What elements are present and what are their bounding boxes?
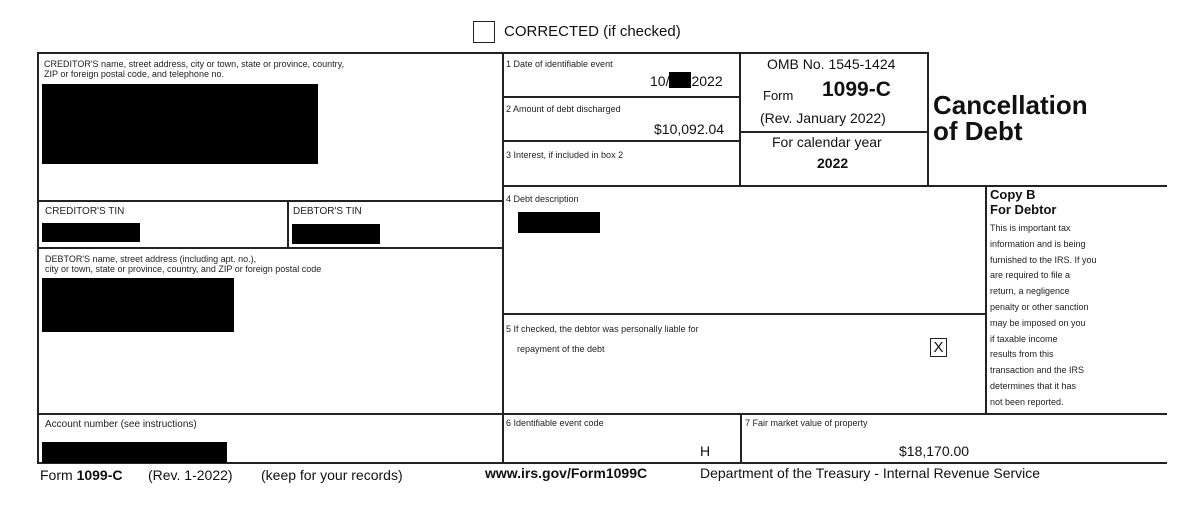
account-redaction <box>42 442 227 463</box>
omb-form-word: Form <box>763 88 794 103</box>
box1-value-suffix: 2022 <box>691 73 723 89</box>
box7-value: $18,170.00 <box>899 443 970 459</box>
form-left-border <box>37 52 39 463</box>
copy-notice <box>990 221 1150 411</box>
copy-notice-line: return, a negligence <box>990 286 1070 297</box>
copy-notice-line: if taxable income <box>990 333 1058 344</box>
debtor-tin-redaction <box>292 224 380 244</box>
copy-notice-line: transaction and the IRS <box>990 365 1085 376</box>
box2-bottom <box>502 140 739 142</box>
box1-day-redaction <box>669 72 691 88</box>
calendar-year-label: For calendar year <box>772 134 882 150</box>
copy-notice-line: results from this <box>990 349 1054 360</box>
box5-checkbox[interactable] <box>930 338 947 357</box>
box6-divider <box>740 413 742 463</box>
account-label: Account number (see instructions) <box>45 419 197 430</box>
creditor-redaction <box>42 84 318 164</box>
corrected-label: CORRECTED (if checked) <box>504 23 681 40</box>
corrected-checkbox[interactable] <box>473 21 495 43</box>
form-title-line1: Cancellation <box>933 90 1088 120</box>
box2-value: $10,092.04 <box>654 121 725 137</box>
creditor-tin-label: CREDITOR'S TIN <box>45 206 125 217</box>
omb-number: OMB No. 1545-1424 <box>767 56 896 72</box>
box1-label: 1 Date of identifiable event <box>506 59 613 69</box>
omb-mid-divider <box>739 131 927 133</box>
tin-divider <box>287 200 289 247</box>
box7-label: 7 Fair market value of property <box>745 418 868 428</box>
omb-revision: (Rev. January 2022) <box>760 110 886 126</box>
creditor-tin-redaction <box>42 223 140 242</box>
box5-label-line2: repayment of the debt <box>517 344 605 354</box>
footer-form-number: 1099-C <box>76 467 123 483</box>
footer-keep: (keep for your records) <box>261 467 403 483</box>
copy-notice-line: This is important tax <box>990 223 1071 233</box>
debtor-label-line1: DEBTOR'S name, street address (including apt. no.), <box>45 254 257 264</box>
box5-check-mark: X <box>933 339 944 356</box>
omb-right-divider <box>927 52 929 185</box>
box4-bottom <box>502 313 985 315</box>
calendar-year-value: 2022 <box>817 155 849 171</box>
box2-label: 2 Amount of debt discharged <box>506 104 621 114</box>
footer-url[interactable]: www.irs.gov/Form1099C <box>485 465 648 481</box>
footer-form <box>40 467 122 483</box>
footer-revision: (Rev. 1-2022) <box>148 467 233 483</box>
copy-notice-line: information and is being <box>990 238 1086 249</box>
box4-label: 4 Debt description <box>506 194 579 204</box>
form-top-border <box>37 52 927 54</box>
debtor-label-line2: city or town, state or province, country, and ZIP or foreign postal code <box>45 264 322 274</box>
box6-value: H <box>700 443 711 459</box>
box3-label: 3 Interest, if included in box 2 <box>506 150 624 160</box>
copy-notice-line: not been reported. <box>990 396 1064 407</box>
box6-label: 6 Identifiable event code <box>506 418 604 428</box>
copy-subtitle: For Debtor <box>990 202 1057 217</box>
copy-title: Copy B <box>990 187 1036 202</box>
center-divider <box>502 52 504 463</box>
copy-notice-line: furnished to the IRS. If you <box>990 254 1097 265</box>
copy-left-divider <box>985 185 987 413</box>
debtor-redaction <box>42 278 234 332</box>
footer-department: Department of the Treasury - Internal Revenue Service <box>700 465 1041 481</box>
creditor-label-line2: ZIP or foreign postal code, and telephone no. <box>44 69 224 79</box>
omb-form-number: 1099-C <box>822 78 891 101</box>
creditor-label-line1: CREDITOR'S name, street address, city or town, state or province, country, <box>44 59 344 69</box>
omb-left-divider <box>739 52 741 185</box>
box1-value <box>650 72 723 89</box>
form-title-line2: of Debt <box>933 116 1023 146</box>
row-divider-1 <box>37 200 502 202</box>
copy-notice-line: determines that it has <box>990 380 1077 391</box>
box3-bottom <box>502 185 1167 187</box>
copy-notice-line: may be imposed on you <box>990 317 1086 328</box>
debtor-tin-label: DEBTOR'S TIN <box>293 206 362 217</box>
row-divider-2 <box>37 247 502 249</box>
row-divider-3 <box>37 413 1167 415</box>
box1-value-prefix: 10/ <box>650 73 670 89</box>
box4-redaction <box>518 212 600 233</box>
footer-form-label: Form <box>40 467 73 483</box>
copy-notice-line: penalty or other sanction <box>990 301 1089 312</box>
copy-notice-line: are required to file a <box>990 270 1071 281</box>
box1-bottom <box>502 96 739 98</box>
box5-label-line1: 5 If checked, the debtor was personally liable for <box>506 324 699 334</box>
